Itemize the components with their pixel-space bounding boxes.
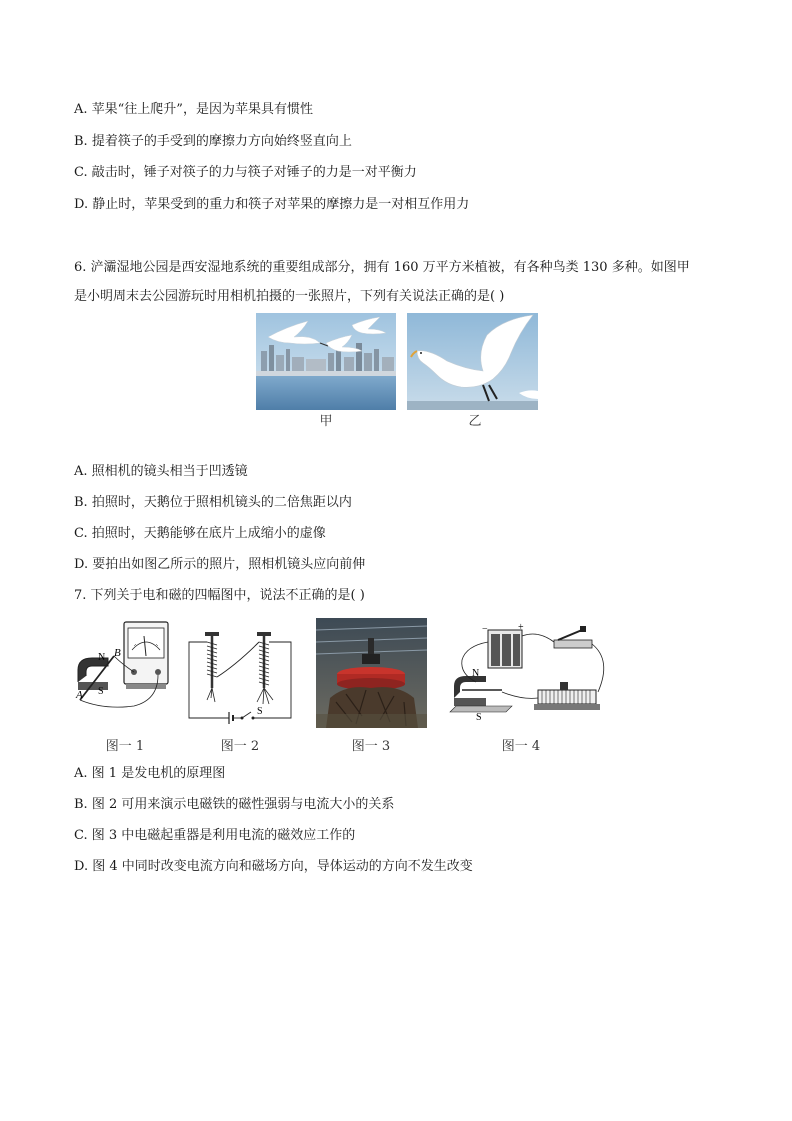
q5-option-d: D. 静止时，苹果受到的重力和筷子对苹果的摩擦力是一对相互作用力	[74, 197, 470, 212]
q7-caption-2: 图一 2	[220, 739, 260, 754]
f1-label-n: N	[98, 652, 106, 663]
q7-option-a: A. 图 1 是发电机的原理图	[74, 766, 226, 781]
f4-label-n: N	[472, 668, 480, 679]
q7-stem: 7. 下列关于电和磁的四幅图中，说法不正确的是( )	[74, 588, 365, 603]
f2-label-s: S	[257, 706, 263, 717]
q7-figure-4	[446, 620, 614, 724]
q5-option-b: B. 提着筷子的手受到的摩擦力方向始终竖直向上	[74, 134, 352, 149]
q6-option-b: B. 拍照时，天鹅位于照相机镜头的二倍焦距以内	[74, 495, 352, 510]
q6-stem-line1: 6. 浐灞湿地公园是西安湿地系统的重要组成部分，拥有 160 万平方米植被，有各种鸟类 130 多种。如图甲	[74, 260, 690, 275]
q7-figure-2	[185, 628, 295, 724]
q5-option-c: C. 敲击时，锤子对筷子的力与筷子对锤子的力是一对平衡力	[74, 165, 417, 180]
q6-photo-yi	[407, 313, 538, 410]
f4-label-plus: +	[518, 622, 524, 633]
q6-caption-jia: 甲	[319, 414, 333, 429]
q7-caption-4: 图一 4	[501, 739, 541, 754]
q6-stem-line2: 是小明周末去公园游玩时用相机拍摄的一张照片，下列有关说法正确的是( )	[74, 289, 505, 304]
q7-option-d: D. 图 4 中同时改变电流方向和磁场方向，导体运动的方向不发生改变	[74, 859, 473, 874]
f1-label-s: S	[98, 686, 104, 697]
q6-option-c: C. 拍照时，天鹅能够在底片上成缩小的虚像	[74, 526, 326, 541]
q7-option-c: C. 图 3 中电磁起重器是利用电流的磁效应工作的	[74, 828, 356, 843]
q6-option-a: A. 照相机的镜头相当于凹透镜	[74, 464, 248, 479]
q7-option-b: B. 图 2 可用来演示电磁铁的磁性强弱与电流大小的关系	[74, 797, 395, 812]
q6-photo-jia	[256, 313, 396, 410]
q5-option-a: A. 苹果“往上爬升”，是因为苹果具有惯性	[74, 102, 313, 117]
f1-label-a: A	[76, 689, 83, 701]
f4-label-s: S	[476, 712, 482, 723]
q7-figure-3	[316, 618, 427, 728]
q7-caption-3: 图一 3	[351, 739, 391, 754]
q7-caption-1: 图一 1	[105, 739, 145, 754]
f4-label-minus: −	[482, 624, 488, 635]
q6-caption-yi: 乙	[468, 414, 482, 429]
q6-option-d: D. 要拍出如图乙所示的照片，照相机镜头应向前伸	[74, 557, 366, 572]
f1-label-b: B	[114, 647, 121, 659]
q7-figure-1	[74, 620, 174, 712]
